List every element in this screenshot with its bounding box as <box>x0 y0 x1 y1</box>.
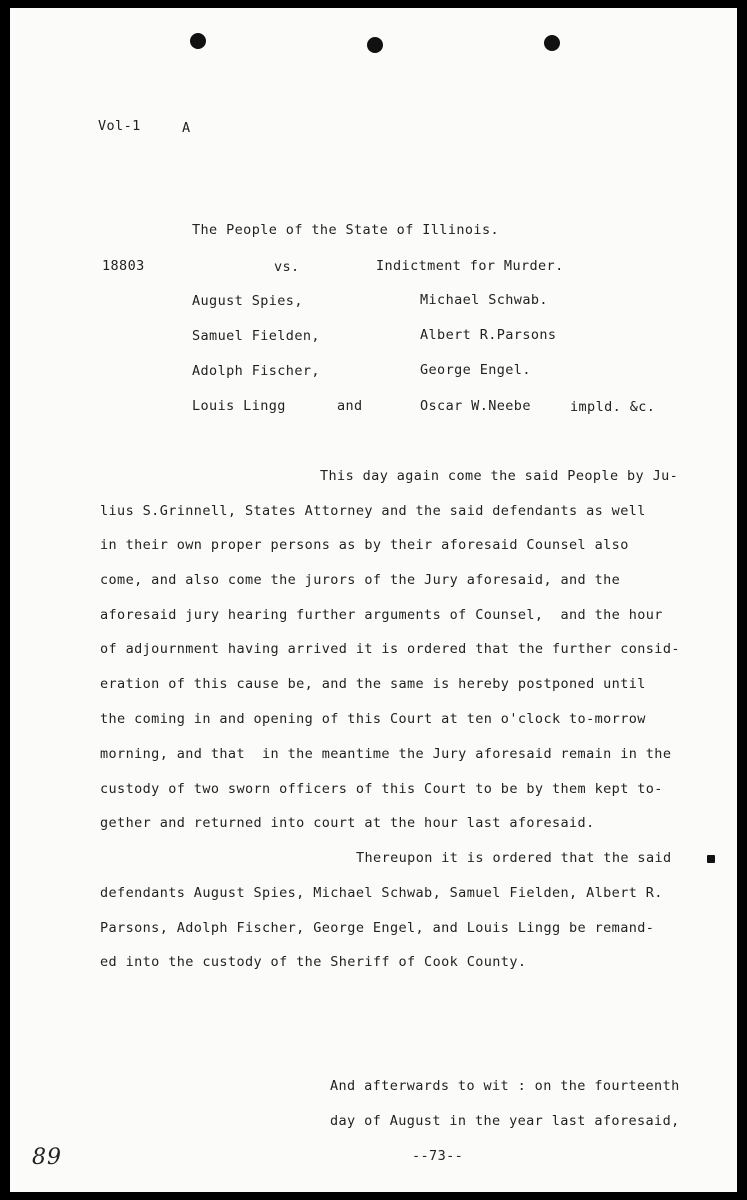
body-line: This day again come the said People by Ju- <box>320 468 679 484</box>
ink-blot <box>707 855 715 863</box>
impleaded-note: impld. &c. <box>570 399 656 415</box>
document-page <box>10 8 737 1192</box>
defendant-left: Samuel Fielden, <box>192 328 320 344</box>
body-line: ed into the custody of the Sheriff of Cook County. <box>100 954 527 970</box>
body-line: eration of this cause be, and the same is hereby postponed until <box>100 676 646 692</box>
body-line: gether and returned into court at the hour last aforesaid. <box>100 815 595 831</box>
page-number: --73-- <box>412 1148 464 1164</box>
body-line: of adjournment having arrived it is ordered that the further consid- <box>100 641 680 657</box>
case-number: 18803 <box>102 258 145 274</box>
and-word: and <box>337 398 363 414</box>
binder-hole-left <box>190 33 206 49</box>
defendant-right: Oscar W.Neebe <box>420 398 531 414</box>
body-line: come, and also come the jurors of the Jury aforesaid, and the <box>100 572 621 588</box>
section-letter: A <box>182 120 191 136</box>
body-line: aforesaid jury hearing further arguments of Counsel, and the hour <box>100 607 663 623</box>
defendant-left: August Spies, <box>192 293 303 309</box>
body-line: lius S.Grinnell, States Attorney and the said defendants as well <box>100 503 646 519</box>
defendant-right: Albert R.Parsons <box>420 327 557 343</box>
body-line: the coming in and opening of this Court at ten o'clock to-morrow <box>100 711 646 727</box>
binder-hole-center <box>367 37 383 53</box>
defendant-left: Louis Lingg <box>192 398 286 414</box>
body-line: day of August in the year last aforesaid, <box>330 1113 680 1129</box>
charge: Indictment for Murder. <box>376 258 564 274</box>
volume-label: Vol-1 <box>98 118 141 134</box>
defendant-right: Michael Schwab. <box>420 292 548 308</box>
binder-hole-right <box>544 35 560 51</box>
plaintiff-line: The People of the State of Illinois. <box>192 222 499 238</box>
body-line: morning, and that in the meantime the Jury aforesaid remain in the <box>100 746 672 762</box>
handwritten-folio-number: 89 <box>32 1145 62 1170</box>
defendant-right: George Engel. <box>420 362 531 378</box>
body-line: custody of two sworn officers of this Court to be by them kept to- <box>100 781 663 797</box>
body-line: And afterwards to wit : on the fourteenth <box>330 1078 680 1094</box>
defendant-left: Adolph Fischer, <box>192 363 320 379</box>
body-line: Parsons, Adolph Fischer, George Engel, and Louis Lingg be remand- <box>100 920 655 936</box>
body-line: Thereupon it is ordered that the said <box>356 850 672 866</box>
versus: vs. <box>274 259 300 275</box>
body-line: defendants August Spies, Michael Schwab, Samuel Fielden, Albert R. <box>100 885 663 901</box>
body-line: in their own proper persons as by their aforesaid Counsel also <box>100 537 629 553</box>
